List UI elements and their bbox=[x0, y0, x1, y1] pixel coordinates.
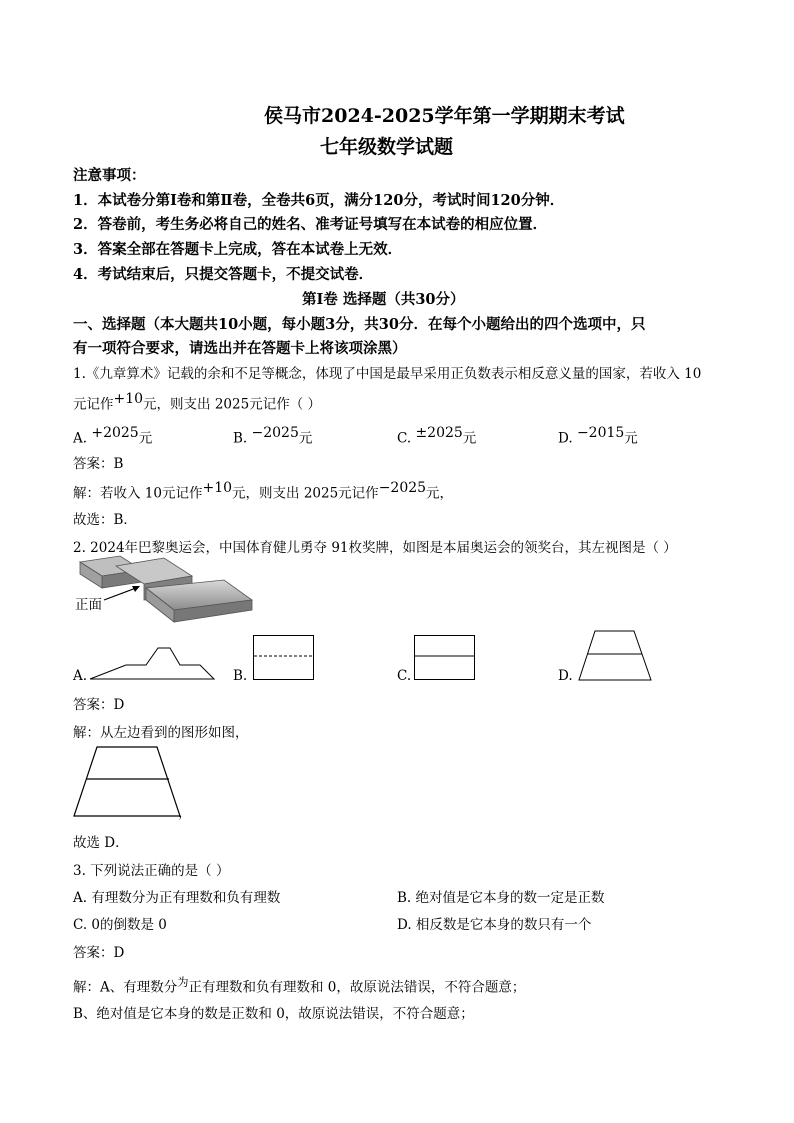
part-heading-cont: 有一项符合要求，请选出并在答题卡上将该项涂黑） bbox=[73, 340, 407, 357]
solution-math: +10 bbox=[202, 480, 233, 496]
option-label: B. bbox=[233, 430, 248, 447]
q1-option-a bbox=[73, 425, 152, 447]
q2-option-d-label: D. bbox=[558, 668, 573, 684]
notice-item: 2．答卷前，考生务必将自己的姓名、准考证号填写在本试卷的相应位置． bbox=[73, 216, 548, 233]
q1-stem: 1.《九章算术》记载的余和不足等概念，体现了中国是最早采用正负数表示相反意义量的国家，若收入 10 bbox=[73, 366, 702, 382]
q3-option-b: B. 绝对值是它本身的数一定是正数 bbox=[397, 890, 605, 906]
q1-solution bbox=[73, 480, 453, 502]
q1-text: 元，则支出 2025元记作（ ） bbox=[143, 396, 321, 413]
section-heading: 第Ⅰ卷 选择题（共30分） bbox=[302, 291, 465, 308]
q2-solution-comma: ， bbox=[178, 805, 192, 821]
q2-option-b-label: B. bbox=[233, 668, 248, 684]
option-unit: 元 bbox=[462, 430, 477, 447]
solution-text: 正有理数和负有理数和 0，故原说法错误，不符合题意； bbox=[188, 979, 526, 996]
option-math: ±2025 bbox=[415, 425, 463, 441]
q1-text: 元记作 bbox=[73, 396, 114, 413]
q2-stem: 2. 2024年巴黎奥运会，中国体育健儿勇夺 91枚奖牌，如图是本届奥运会的领奖台，其左视图是（ ） bbox=[73, 540, 677, 556]
q2-option-a-label: A. bbox=[73, 668, 88, 684]
option-b-shape bbox=[253, 635, 315, 681]
q1-option-d bbox=[558, 425, 638, 447]
q3-option-a: A. 有理数分为正有理数和负有理数 bbox=[73, 890, 281, 906]
front-label: 正面 bbox=[75, 597, 102, 613]
solution-text: 为 bbox=[177, 976, 189, 989]
option-c-shape bbox=[414, 635, 476, 681]
option-label: D. bbox=[558, 430, 573, 447]
q1-math: +10 bbox=[113, 391, 144, 407]
notice-item: 1．本试卷分第Ⅰ卷和第Ⅱ卷，全卷共6页，满分120分，考试时间120分钟． bbox=[73, 192, 565, 209]
exam-title: 侯马市2024-2025学年第一学期期末考试 bbox=[264, 105, 625, 127]
q2-conclusion: 故选 D． bbox=[73, 835, 129, 851]
option-label: A. bbox=[73, 430, 88, 447]
q2-answer: 答案：D bbox=[73, 697, 125, 713]
exam-subtitle: 七年级数学试题 bbox=[320, 136, 454, 158]
part-heading: 一、选择题（本大题共10小题，每小题3分，共30分．在每个小题给出的四个选项中，只 bbox=[73, 316, 646, 333]
solution-text: 元，则支出 2025元记作 bbox=[232, 485, 379, 502]
q2-option-c-label: C. bbox=[397, 668, 412, 684]
solution-trapezoid-figure bbox=[73, 746, 185, 818]
option-unit: 元 bbox=[624, 430, 638, 447]
q1-stem-cont bbox=[73, 391, 321, 413]
solution-text: 元， bbox=[426, 485, 454, 502]
option-unit: 元 bbox=[138, 430, 153, 447]
q1-conclusion: 故选：B． bbox=[73, 512, 137, 528]
q1-answer: 答案：B bbox=[73, 456, 124, 472]
notice-item: 3．答案全部在答题卡上完成，答在本试卷上无效． bbox=[73, 241, 403, 258]
solution-text: 解：若收入 10元记作 bbox=[73, 485, 203, 502]
q1-option-b bbox=[233, 425, 312, 447]
option-unit: 元 bbox=[298, 430, 313, 447]
option-math: −2025 bbox=[251, 425, 299, 441]
q3-answer: 答案：D bbox=[73, 945, 125, 961]
podium-3d-figure bbox=[74, 556, 256, 626]
notice-item: 4．考试结束后，只提交答题卡，不提交试卷． bbox=[73, 266, 374, 283]
solution-math: −2025 bbox=[378, 480, 427, 496]
solution-text: 解：A、有理数分 bbox=[73, 979, 178, 996]
q2-solution: 解：从左边看到的图形如图， bbox=[73, 725, 249, 741]
q3-option-c: C. 0的倒数是 0 bbox=[73, 917, 167, 933]
option-a-shape bbox=[88, 645, 218, 681]
option-d-shape bbox=[578, 630, 654, 682]
q3-solution-b: B、绝对值是它本身的数是正数和 0，故原说法错误，不符合题意； bbox=[73, 1006, 474, 1022]
option-math: +2025 bbox=[91, 425, 139, 441]
option-label: C. bbox=[397, 430, 412, 447]
q3-stem: 3. 下列说法正确的是（ ） bbox=[73, 863, 230, 879]
option-math: −2015 bbox=[576, 425, 625, 441]
notice-heading: 注意事项： bbox=[73, 167, 146, 184]
q3-solution-a bbox=[73, 974, 525, 996]
q1-option-c bbox=[397, 425, 476, 447]
q3-option-d: D. 相反数是它本身的数只有一个 bbox=[397, 917, 592, 933]
